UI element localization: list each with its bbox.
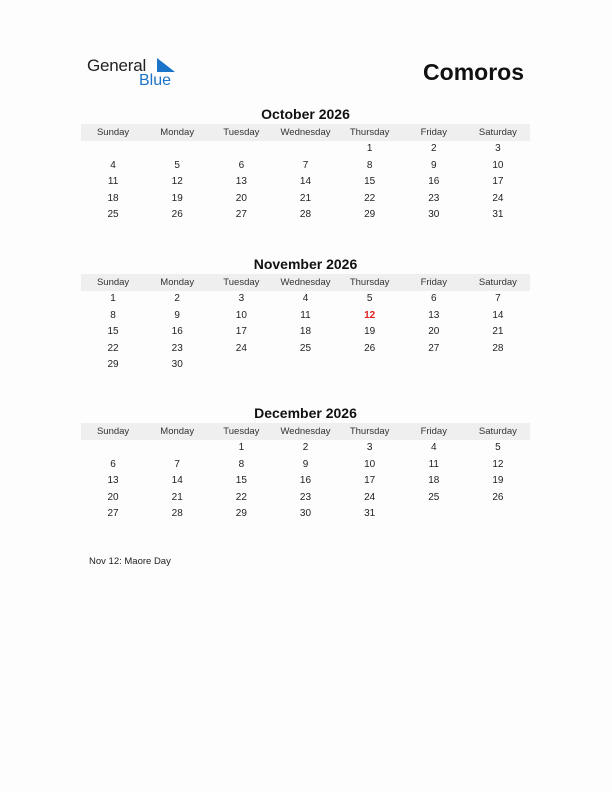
week-row — [81, 341, 530, 358]
day-cell: 5 — [495, 442, 501, 453]
week-row — [81, 174, 530, 191]
day-cell: 31 — [492, 209, 504, 221]
week-row — [81, 207, 530, 224]
day-cell: 11 — [300, 309, 311, 321]
day-cell: 6 — [110, 458, 116, 470]
empty-day-cell — [145, 440, 209, 457]
day-cell: 24 — [235, 342, 247, 354]
weekday-header: Friday — [420, 277, 447, 288]
day-cell: 4 — [430, 442, 437, 453]
empty-day-cell — [81, 440, 145, 457]
day-cell: 26 — [364, 342, 376, 354]
day-cell: 29 — [107, 359, 119, 371]
day-cell: 13 — [235, 176, 247, 188]
day-cell: 8 — [110, 309, 116, 321]
weekday-header: Monday — [160, 426, 195, 437]
day-cell: 12 — [171, 176, 183, 188]
day-cell: 6 — [430, 293, 437, 304]
day-cell: 27 — [428, 342, 440, 354]
day-cell: 8 — [238, 458, 245, 470]
day-cell: 11 — [107, 176, 119, 188]
day-cell: 21 — [171, 491, 183, 503]
day-cell: 26 — [492, 491, 504, 503]
week-row — [81, 308, 530, 325]
day-cell: 16 — [299, 475, 312, 487]
weekday-header-row — [81, 274, 530, 291]
month-block — [81, 256, 530, 374]
day-cell: 14 — [492, 309, 504, 321]
day-cell: 30 — [171, 359, 183, 371]
day-cell: 31 — [364, 508, 376, 520]
weekday-header: Thursday — [349, 127, 390, 138]
week-row — [81, 457, 530, 474]
day-cell: 30 — [299, 508, 312, 520]
day-cell: 19 — [171, 192, 183, 204]
day-cell: 18 — [299, 326, 312, 338]
day-cell: 4 — [110, 159, 116, 171]
day-cell: 1 — [238, 442, 245, 453]
empty-day-cell — [338, 357, 402, 374]
day-cell: 30 — [428, 209, 440, 221]
weekday-header: Thursday — [349, 426, 390, 437]
day-cell: 20 — [235, 192, 247, 204]
week-row — [81, 473, 530, 490]
day-cell: 3 — [238, 293, 245, 304]
weekday-header: Saturday — [478, 127, 517, 138]
day-cell: 18 — [107, 192, 119, 204]
week-row — [81, 291, 530, 308]
day-cell: 14 — [299, 176, 312, 188]
day-cell: 11 — [428, 458, 439, 470]
day-cell: 28 — [299, 209, 312, 221]
day-cell: 9 — [302, 458, 309, 470]
day-cell: 28 — [492, 342, 504, 354]
day-cell: 15 — [364, 176, 376, 188]
weekday-header-row — [81, 124, 530, 141]
week-row — [81, 440, 530, 457]
month-title: November 2026 — [253, 256, 358, 272]
day-cell: 8 — [366, 159, 373, 171]
week-row — [81, 506, 530, 523]
week-row — [81, 357, 530, 374]
day-cell: 17 — [364, 475, 376, 487]
empty-day-cell — [402, 357, 466, 374]
weekday-header: Sunday — [96, 127, 130, 138]
day-cell: 29 — [364, 209, 376, 221]
day-cell: 9 — [174, 309, 180, 321]
logo-text-blue: Blue — [139, 72, 172, 89]
day-cell: 27 — [107, 508, 119, 520]
weekday-header: Monday — [160, 277, 195, 288]
weekday-header: Friday — [420, 426, 447, 437]
holiday-notes — [89, 556, 171, 567]
weekday-header-row — [81, 423, 530, 440]
day-cell: 22 — [107, 342, 119, 354]
day-cell: 10 — [492, 159, 504, 171]
day-cell: 29 — [235, 508, 247, 520]
week-row — [81, 324, 530, 341]
generalblue-logo — [87, 56, 187, 92]
day-cell: 16 — [428, 176, 440, 188]
day-cell: 21 — [299, 192, 312, 204]
day-cell: 7 — [495, 293, 501, 304]
day-cell: 13 — [428, 309, 440, 321]
day-cell: 2 — [174, 293, 180, 304]
weekday-header: Monday — [160, 127, 195, 138]
day-cell: 13 — [107, 475, 119, 487]
logo-text-general: General — [87, 56, 147, 75]
day-cell: 9 — [430, 159, 437, 171]
weekday-header: Wednesday — [280, 277, 331, 288]
empty-day-cell — [209, 357, 273, 374]
empty-day-cell — [466, 357, 530, 374]
day-cell: 23 — [299, 491, 312, 503]
month-block — [81, 405, 530, 523]
day-cell: 4 — [302, 293, 309, 304]
holiday-day-cell: 12 — [364, 309, 376, 321]
weekday-header: Wednesday — [280, 426, 331, 437]
day-cell: 5 — [174, 159, 180, 171]
day-cell: 18 — [428, 475, 440, 487]
month-block — [81, 106, 530, 224]
weekday-header: Tuesday — [223, 127, 260, 138]
day-cell: 2 — [430, 143, 437, 154]
day-cell: 10 — [235, 309, 247, 321]
day-cell: 20 — [428, 326, 440, 338]
empty-day-cell — [81, 141, 145, 158]
country-title: Comoros — [423, 59, 524, 85]
day-cell: 22 — [364, 192, 376, 204]
month-title: October 2026 — [261, 106, 350, 122]
weekday-header: Saturday — [478, 277, 517, 288]
day-cell: 1 — [110, 293, 116, 304]
day-cell: 24 — [364, 491, 376, 503]
day-cell: 15 — [107, 326, 119, 338]
weekday-header: Sunday — [96, 277, 130, 288]
day-cell: 1 — [366, 143, 373, 154]
day-cell: 10 — [364, 458, 376, 470]
month-title: December 2026 — [254, 405, 357, 421]
week-row — [81, 158, 530, 175]
empty-day-cell — [466, 506, 530, 523]
weekday-header: Friday — [420, 127, 447, 138]
day-cell: 7 — [302, 159, 309, 171]
day-cell: 19 — [364, 326, 376, 338]
day-cell: 25 — [107, 209, 119, 221]
day-cell: 15 — [235, 475, 247, 487]
day-cell: 14 — [171, 475, 183, 487]
weekday-header: Tuesday — [223, 426, 260, 437]
weekday-header: Sunday — [96, 426, 130, 437]
weekday-header: Saturday — [478, 426, 517, 437]
day-cell: 25 — [428, 491, 440, 503]
empty-day-cell — [273, 141, 337, 158]
day-cell: 25 — [299, 342, 312, 354]
day-cell: 12 — [492, 458, 504, 470]
empty-day-cell — [273, 357, 337, 374]
weekday-header: Tuesday — [223, 277, 260, 288]
day-cell: 23 — [171, 342, 183, 354]
day-cell: 2 — [302, 442, 309, 453]
empty-day-cell — [209, 141, 273, 158]
week-row — [81, 191, 530, 208]
day-cell: 7 — [174, 458, 180, 470]
empty-day-cell — [402, 506, 466, 523]
week-row — [81, 490, 530, 507]
week-row — [81, 141, 530, 158]
day-cell: 22 — [235, 491, 247, 503]
day-cell: 3 — [366, 442, 373, 453]
holiday-note: Nov 12: Maore Day — [89, 556, 171, 567]
day-cell: 19 — [492, 475, 504, 487]
day-cell: 3 — [495, 143, 501, 154]
day-cell: 16 — [171, 326, 183, 338]
day-cell: 6 — [238, 159, 245, 171]
day-cell: 17 — [492, 176, 504, 188]
day-cell: 27 — [235, 209, 247, 221]
day-cell: 5 — [366, 293, 373, 304]
weekday-header: Thursday — [349, 277, 390, 288]
day-cell: 24 — [492, 192, 504, 204]
day-cell: 26 — [171, 209, 183, 221]
day-cell: 28 — [171, 508, 183, 520]
day-cell: 20 — [107, 491, 119, 503]
empty-day-cell — [145, 141, 209, 158]
day-cell: 21 — [492, 326, 504, 338]
day-cell: 17 — [235, 326, 247, 338]
day-cell: 23 — [428, 192, 440, 204]
weekday-header: Wednesday — [280, 127, 331, 138]
